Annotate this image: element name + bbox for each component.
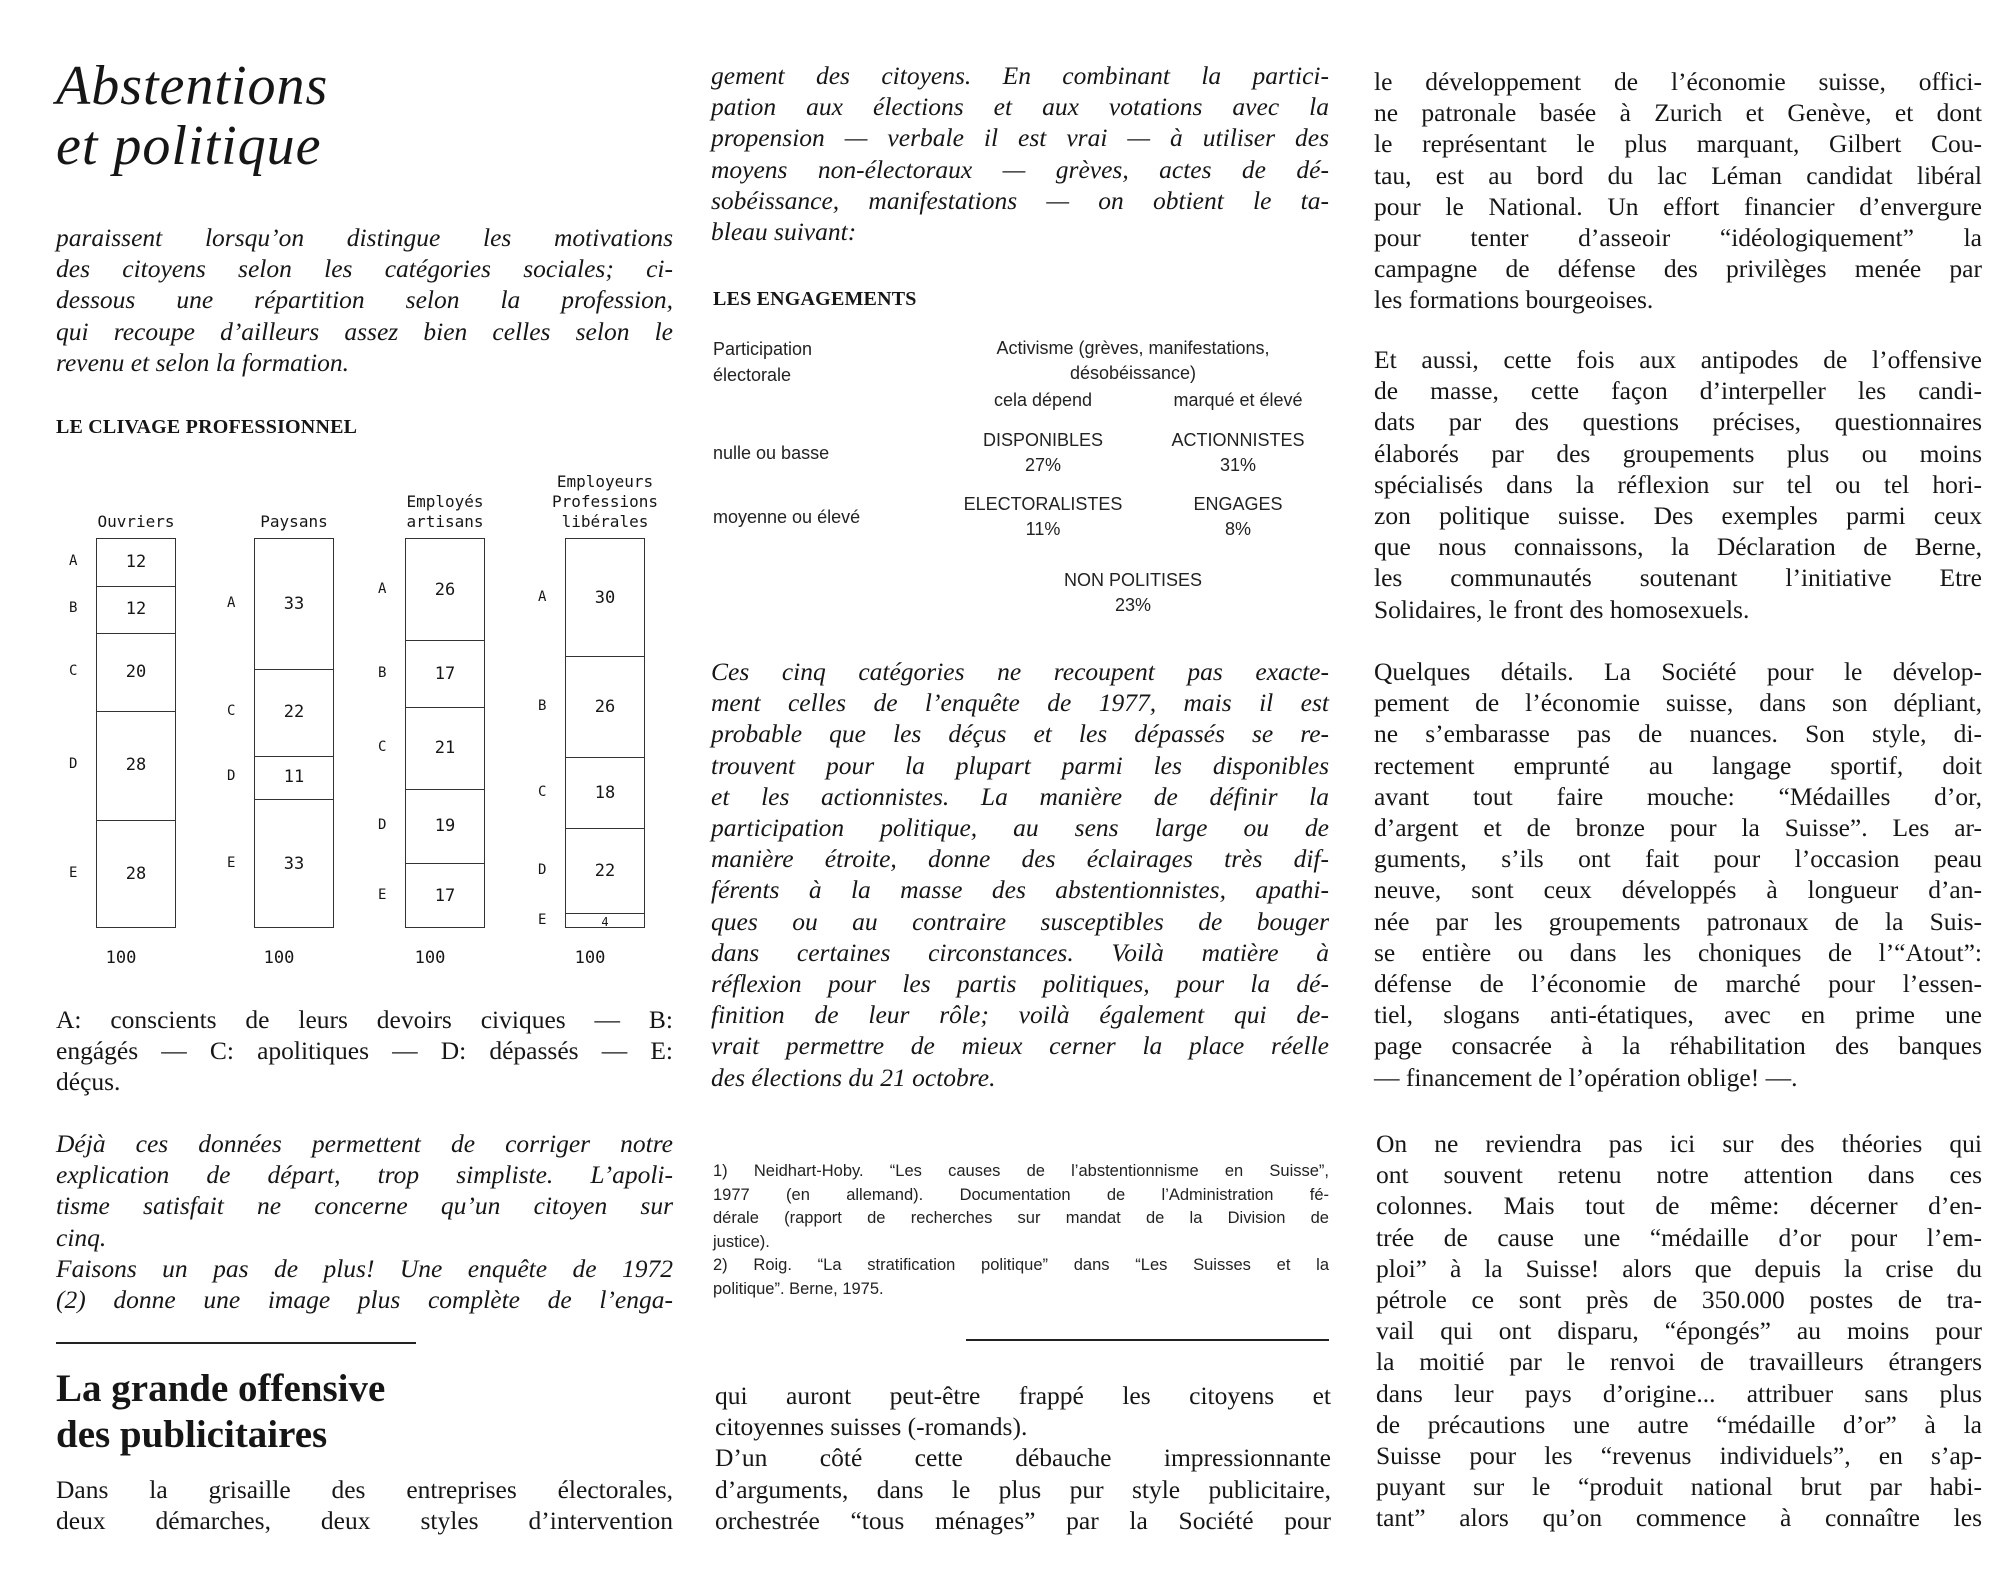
paragraph (711, 656, 1329, 1093)
text-line: née par les groupements patronaux de la Suis- (1374, 906, 1982, 936)
row-label-medium: moyenne ou élevé (713, 507, 861, 527)
text-line: deux démarches, deux styles d’intervention (56, 1506, 673, 1536)
text-line: tau, est au bord du lac Léman candidat libéral (1374, 160, 1982, 190)
text-line: ne s’embarasse pas de nuances. Son style, di- (1374, 719, 1982, 749)
column-header-line: désobéissance) (1069, 363, 1197, 383)
stacked-bar (96, 538, 176, 928)
category-label-line: libérales (561, 512, 649, 531)
segment-letter: A (69, 553, 78, 570)
text-line: pement de l’économie suisse, dans son dépliant, (1374, 688, 1982, 718)
column-label-depends: cela dépend (993, 390, 1093, 410)
category-label-line: Employeurs (556, 472, 654, 491)
segment-letter: B (69, 600, 78, 617)
article-title (56, 56, 328, 176)
text-line: probable que les déçus et les dépassés se re- (711, 719, 1329, 749)
cell-electoralistes (948, 492, 1138, 542)
category-label-line: artisans (406, 512, 484, 531)
cell-value: 31% (1219, 455, 1257, 475)
text-line: dats par des questions précises, questionnaires (1374, 407, 1982, 437)
text-line: qui auront peut-être frappé les citoyens et (715, 1381, 1331, 1410)
text-line: sobéissance, manifestations — on obtient le ta- (711, 185, 1329, 215)
text-line: rectement emprunté au langage sportif, doit (1374, 750, 1982, 780)
footnote-line: 1977 (en allemand). Documentation de l’Administration fé- (713, 1185, 1329, 1204)
category-label (224, 512, 364, 532)
segment-value: 28 (125, 864, 147, 885)
footnotes (713, 1160, 1329, 1301)
cell-engages (1143, 492, 1333, 542)
cell-actionnistes (1143, 428, 1333, 478)
footnote-line: justice). (713, 1232, 770, 1251)
category-label-line: Professions (552, 492, 658, 511)
text-line: On ne reviendra pas ici sur des théories qui (1376, 1129, 1982, 1158)
section-divider (966, 1339, 1329, 1341)
text-line: que nous connaissons, la Déclaration de Berne, (1374, 532, 1982, 562)
text-line: dessous une répartition selon la profession, (56, 285, 673, 315)
text-line: des élections du 21 octobre. (711, 1062, 996, 1092)
segment-letter: E (538, 912, 547, 929)
section-title-line: des publicitaires (56, 1413, 328, 1456)
text-line: le représentant le plus marquant, Gilbert Cou- (1374, 129, 1982, 159)
text-line: de masse, cette façon d’interpeller les candi- (1374, 376, 1982, 406)
segment-value: 30 (594, 587, 616, 608)
chart-heading: LE CLIVAGE PROFESSIONNEL (56, 416, 358, 438)
text-line: Solidaires, le front des homosexuels. (1374, 594, 1750, 624)
text-line: ne patronale basée à Zurich et Genève, et dont (1374, 98, 1982, 128)
paragraph (1374, 66, 1982, 316)
section-title-line: La grande offensive (56, 1367, 386, 1410)
paragraph (711, 60, 1329, 247)
text-line: d’argent et de bronze pour la Suisse”. Les ar- (1374, 813, 1982, 843)
text-line: pour tenter d’asseoir “idéologiquement” la (1374, 223, 1982, 253)
text-line: qui recoupe d’ailleurs assez bien celles selon le (56, 316, 673, 346)
segment-letter: D (378, 816, 387, 833)
segment-letter: C (69, 662, 78, 679)
segment-value: 22 (283, 702, 305, 723)
segment-letter: C (227, 703, 236, 720)
text-line: ploi” à la Suisse! alors que depuis la crise du (1376, 1253, 1982, 1283)
column-label-marked: marqué et élevé (1173, 390, 1303, 410)
text-line: Faisons un pas de plus! Une enquête de 1972 (56, 1253, 673, 1283)
cell-non-politises (1013, 568, 1253, 618)
text-line: pour le National. Un effort financier d’envergure (1374, 191, 1982, 221)
segment-value: 18 (594, 782, 616, 803)
text-line: Quelques détails. La Société pour le dévelop- (1374, 657, 1982, 686)
footnote-line: 2) Roig. “La stratification politique” dans “Les Suisses et la (713, 1256, 1329, 1274)
segment-letter: D (538, 861, 547, 878)
text-line: participation politique, au sens large ou de (711, 813, 1329, 843)
segment-value: 33 (283, 854, 305, 874)
text-line: la moitié par le renvoi de travailleurs étrangers (1376, 1347, 1982, 1377)
text-line: Déjà ces données permettent de corriger notre (56, 1129, 673, 1158)
text-line: ment celles de l’enquête de 1977, mais il est (711, 688, 1329, 718)
text-line: Ces cinq catégories ne recoupent pas exacte- (711, 657, 1329, 686)
text-line: dans leur pays d’origine... attribuer sans plus (1376, 1378, 1982, 1408)
segment-value: 20 (125, 661, 147, 682)
category-label-line: Employés (406, 492, 484, 511)
segment-letter: C (378, 738, 387, 755)
text-line: trouvent pour la plupart parmi les disponibles (711, 750, 1329, 780)
text-line: moyens non-électoraux — grèves, actes de dé- (711, 154, 1329, 184)
segment-letter: B (378, 664, 387, 681)
cell-name: NON POLITISES (1063, 570, 1203, 590)
text-line: A: conscients de leurs devoirs civiques — B: (56, 1005, 673, 1034)
text-line: revenu et selon la formation. (56, 347, 349, 377)
text-line: engágés — C: apolitiques — D: dépassés — E: (56, 1036, 673, 1066)
footnote-line: 1) Neidhart-Hoby. “Les causes de l’abstentionnisme en Suisse”, (713, 1162, 1329, 1180)
footnote-line: dérale (rapport de recherches sur mandat de la Division de (713, 1209, 1329, 1227)
segment-value: 26 (434, 579, 456, 600)
row-header (713, 336, 812, 388)
text-line: puyant sur le “produit national brut par habi- (1376, 1472, 1982, 1502)
paragraph (1374, 344, 1982, 625)
text-line: de précautions une autre “médaille d’or” à la (1376, 1409, 1982, 1439)
segment-value: 17 (434, 663, 456, 684)
text-line: pétrole ce sont près de 350.000 postes de tra- (1376, 1285, 1982, 1315)
text-line: avant tout faire mouche: “Médailles d’or, (1374, 781, 1982, 811)
text-line: vrait permettre de mieux cerner la place réelle (711, 1031, 1329, 1061)
text-line: tiel, slogans anti-étatiques, avec en prime une (1374, 1000, 1982, 1030)
segment-letter: B (538, 697, 547, 714)
text-line: trée de cause une “médaille d’or pour l’em- (1376, 1222, 1982, 1252)
text-line: (2) donne une image plus complète de l’enga- (56, 1285, 673, 1315)
text-line: déçus. (56, 1067, 121, 1097)
text-line: Et aussi, cette fois aux antipodes de l’offensive (1374, 345, 1982, 374)
text-line: manière étroite, donne des éclairages très dif- (711, 844, 1329, 874)
bar-total: 100 (263, 948, 295, 968)
text-line: cinq. (56, 1222, 107, 1252)
text-line: se entière ou dans les choniques de l’“Atout”: (1374, 937, 1982, 967)
cell-value: 11% (1025, 519, 1061, 539)
professional-split-chart (56, 470, 656, 980)
row-label-low: nulle ou basse (713, 443, 830, 463)
text-line: spécialisés dans la réflexion sur tel ou tel hori- (1374, 469, 1982, 499)
section-divider (56, 1342, 416, 1344)
category-label-line: Paysans (260, 512, 328, 531)
text-line: guments, s’ils ont fait pour l’occasion peau (1374, 844, 1982, 874)
segment-value: 11 (283, 767, 305, 788)
text-line: propension — verbale il est vrai — à utiliser des (711, 123, 1329, 153)
text-line: citoyennes suisses (-romands). (715, 1412, 1028, 1442)
stacked-bar (565, 538, 645, 928)
text-line: ont souvent retenu notre attention dans ces (1376, 1160, 1982, 1190)
text-line: les formations bourgeoises. (1374, 285, 1654, 315)
category-label (66, 512, 206, 532)
segment-letter: D (227, 768, 236, 785)
segment-letter: D (69, 756, 78, 773)
text-line: orchestrée “tous ménages” par la Société pour (715, 1505, 1331, 1535)
category-label-line: Ouvriers (97, 512, 175, 531)
cell-name: DISPONIBLES (982, 430, 1104, 450)
text-line: réflexion pour les partis politiques, pour la dé- (711, 969, 1329, 999)
title-line: Abstentions (56, 55, 329, 117)
segment-letter: E (227, 855, 236, 871)
row-header-line: électorale (713, 365, 792, 385)
segment-value: 17 (434, 885, 456, 906)
column-header (933, 336, 1333, 386)
text-line: Dans la grisaille des entreprises électorales, (56, 1475, 673, 1504)
text-line: finition de leur rôle; voilà également qui de- (711, 1000, 1329, 1030)
paragraph (56, 1474, 673, 1536)
segment-value: 26 (594, 696, 616, 717)
row-header-line: Participation (713, 339, 813, 359)
text-line: férents à la masse des abstentionnistes, apathi- (711, 875, 1329, 905)
paragraph (715, 1380, 1331, 1536)
text-line: — financement de l’opération oblige! —. (1374, 1062, 1798, 1092)
cell-name: ENGAGES (1193, 494, 1283, 514)
segment-value: 28 (125, 755, 147, 776)
cell-value: 8% (1224, 519, 1251, 539)
segment-letter: E (378, 886, 387, 903)
cell-name: ACTIONNISTES (1171, 430, 1305, 450)
stacked-bar (405, 538, 485, 928)
text-line: défense de l’économie de marché pour l’essen- (1374, 969, 1982, 999)
segment-letter: C (538, 783, 547, 800)
text-line: bleau suivant: (711, 217, 857, 247)
bar-total: 100 (414, 948, 446, 968)
text-line: D’un côté cette débauche impressionnante (715, 1443, 1331, 1473)
text-line: d’arguments, dans le plus pur style publicitaire, (715, 1474, 1331, 1504)
cell-value: 23% (1114, 595, 1152, 615)
footnote-line: politique”. Berne, 1975. (713, 1279, 884, 1298)
text-line: ques ou au contraire susceptibles de bouger (711, 906, 1329, 936)
segment-value: 19 (434, 815, 456, 836)
text-line: des citoyens selon les catégories sociales; ci- (56, 254, 673, 284)
section-title (56, 1366, 385, 1458)
table-heading: LES ENGAGEMENTS (713, 288, 917, 310)
text-line: tant” alors qu’on commence à connaître les (1376, 1503, 1982, 1533)
chart-legend (56, 1004, 673, 1098)
category-label (375, 492, 515, 532)
text-line: Suisse pour les “revenus individuels”, en s’ap- (1376, 1441, 1982, 1471)
cell-name: ELECTORALISTES (963, 494, 1123, 514)
text-line: les communautés soutenant l’initiative Etre (1374, 563, 1982, 593)
text-line: élaborés par des groupements plus ou moins (1374, 438, 1982, 468)
stacked-bar (254, 538, 334, 928)
intro-paragraph (56, 222, 673, 378)
segment-value: 33 (283, 594, 305, 614)
cell-disponibles (958, 428, 1128, 478)
text-line: dans certaines circonstances. Voilà matière à (711, 937, 1329, 967)
paragraph (56, 1128, 673, 1315)
text-line: vail qui ont disparu, “épongés” au moins pour (1376, 1316, 1982, 1346)
text-line: le développement de l’économie suisse, offici- (1374, 67, 1982, 96)
paragraph (1376, 1128, 1982, 1534)
segment-letter: A (227, 595, 236, 611)
column-header-line: Activisme (grèves, manifestations, (996, 338, 1270, 358)
text-line: tisme satisfait ne concerne qu’un citoyen sur (56, 1191, 673, 1221)
text-line: pation aux élections et aux votations avec la (711, 92, 1329, 122)
category-label (535, 472, 675, 532)
segment-value: 12 (125, 599, 147, 620)
segment-letter: E (69, 865, 78, 882)
segment-letter: A (538, 588, 547, 605)
engagements-table (713, 336, 1333, 636)
text-line: gement des citoyens. En combinant la partici- (711, 61, 1329, 90)
text-line: zon politique suisse. Des exemples parmi ceux (1374, 501, 1982, 531)
segment-value: 12 (125, 552, 147, 573)
bar-total: 100 (105, 948, 137, 968)
text-line: campagne de défense des privilèges menée par (1374, 254, 1982, 284)
segment-letter: A (378, 580, 387, 597)
text-line: paraissent lorsqu’on distingue les motivations (56, 223, 673, 252)
text-line: explication de départ, trop simpliste. L’apoli- (56, 1160, 673, 1190)
segment-value: 22 (594, 860, 616, 881)
cell-value: 27% (1024, 455, 1062, 475)
text-line: colonnes. Mais tout de même: décerner d’en- (1376, 1191, 1982, 1221)
text-line: et les actionnistes. La manière de définir la (711, 781, 1329, 811)
segment-value: 4 (601, 915, 609, 930)
segment-value: 21 (434, 737, 456, 758)
text-line: page consacrée à la réhabilitation des banques (1374, 1031, 1982, 1061)
text-line: neuve, sont ceux développés à longueur d’an- (1374, 875, 1982, 905)
title-line: et politique (56, 115, 322, 177)
bar-total: 100 (574, 948, 606, 968)
paragraph (1374, 656, 1982, 1093)
